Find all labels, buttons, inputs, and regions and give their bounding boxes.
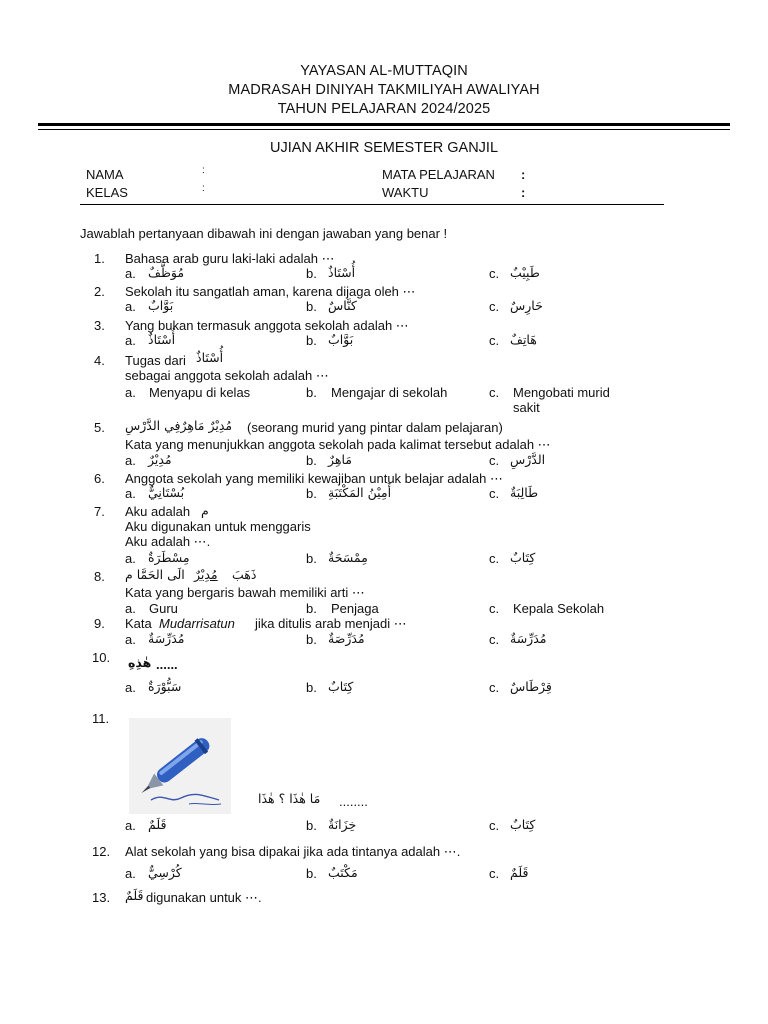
kelas-label: KELAS bbox=[86, 185, 128, 200]
q4-text-line2: sebagai anggota sekolah adalah ⋯ bbox=[125, 368, 329, 383]
q11-number: 11. bbox=[92, 711, 110, 726]
q4-number: 4. bbox=[94, 353, 105, 368]
pen-picture bbox=[129, 718, 231, 814]
q13-text-arabic: قَلَمٌ bbox=[125, 888, 144, 903]
q8-a-option: Guru bbox=[149, 601, 178, 616]
q2-b-option: كنَّاسٌ bbox=[328, 298, 357, 313]
q5-b-letter: b. bbox=[306, 453, 317, 468]
q9-c-letter: c. bbox=[489, 632, 500, 647]
q7-c-letter: c. bbox=[489, 551, 500, 566]
q3-c-option: هَاتِفٌ bbox=[510, 332, 537, 347]
q5-a-letter: a. bbox=[125, 453, 136, 468]
header-rule-thin bbox=[38, 129, 730, 130]
q7-a-letter: a. bbox=[125, 551, 136, 566]
q11-text-arabic: مَا هٰذَا ؟ هٰذَا bbox=[258, 791, 321, 806]
q7-a-option: مِسْطَرَةٌ bbox=[148, 550, 190, 565]
q5-c-letter: c. bbox=[489, 453, 500, 468]
q9-c-option: مُدَرِّسَةٌ bbox=[510, 631, 547, 646]
q3-a-option: أُسْتَاذٌ bbox=[148, 332, 176, 347]
q7-c-option: كِتَابٌ bbox=[510, 550, 536, 565]
q8-b-option: Penjaga bbox=[331, 601, 379, 616]
q9-a-letter: a. bbox=[125, 632, 136, 647]
q2-number: 2. bbox=[94, 284, 105, 299]
q11-c-letter: c. bbox=[489, 818, 500, 833]
q10-c-option: قِرْطَاسٌ bbox=[510, 679, 552, 694]
q1-a-option: مُوَظَّفٌ bbox=[148, 265, 185, 280]
q6-a-option: بُسْتَانِيٌّ bbox=[148, 485, 185, 500]
q1-a-letter: a. bbox=[125, 266, 136, 281]
q6-b-letter: b. bbox=[306, 486, 317, 501]
q8-sentence-start: ذَهَبَ bbox=[232, 567, 257, 582]
nama-colon: : bbox=[202, 165, 205, 176]
q1-b-option: أُسْتَاذٌ bbox=[328, 265, 356, 280]
q4-text-arabic: أُسْتَاذٌ bbox=[196, 350, 224, 365]
q6-text: Anggota sekolah yang memiliki kewajiban untuk belajar adalah ⋯ bbox=[125, 471, 503, 486]
q3-b-option: بَوَّابٌ bbox=[328, 332, 354, 347]
q1-c-option: طَبِيْبٌ bbox=[510, 265, 540, 280]
q5-text-line2: Kata yang menunjukkan anggota sekolah pada kalimat tersebut adalah ⋯ bbox=[125, 437, 551, 452]
q8-c-letter: c. bbox=[489, 601, 500, 616]
q5-b-option: مَاهِرٌ bbox=[328, 452, 352, 467]
q3-a-letter: a. bbox=[125, 333, 136, 348]
q1-b-letter: b. bbox=[306, 266, 317, 281]
q4-c-option-line1: Mengobati murid bbox=[513, 385, 610, 400]
blue-fountain-pen-icon bbox=[129, 718, 231, 814]
q9-a-option: مُدَرِّسَةٌ bbox=[148, 631, 185, 646]
header-rule-thick bbox=[38, 123, 730, 126]
q4-c-option-line2: sakit bbox=[513, 400, 540, 415]
q4-a-letter: a. bbox=[125, 385, 136, 400]
q12-b-option: مَكْتَبٌ bbox=[328, 865, 358, 880]
q6-a-letter: a. bbox=[125, 486, 136, 501]
q10-text-dots: ...... bbox=[156, 657, 178, 672]
q4-c-letter: c. bbox=[489, 385, 500, 400]
q5-text-translation: (seorang murid yang pintar dalam pelajaran) bbox=[247, 420, 503, 435]
q11-a-option: قَلَمٌ bbox=[148, 817, 167, 832]
q7-text-lead: Aku adalah bbox=[125, 504, 191, 519]
waktu-colon: : bbox=[521, 185, 526, 200]
q10-number: 10. bbox=[92, 650, 111, 665]
q11-c-option: كِتَابٌ bbox=[510, 817, 536, 832]
q5-number: 5. bbox=[94, 420, 105, 435]
q10-a-letter: a. bbox=[125, 680, 136, 695]
q1-text: Bahasa arab guru laki-laki adalah ⋯ bbox=[125, 251, 335, 266]
academic-year: TAHUN PELAJARAN 2024/2025 bbox=[277, 101, 491, 117]
exam-title: UJIAN AKHIR SEMESTER GANJIL bbox=[269, 140, 499, 156]
q4-a-option: Menyapu di kelas bbox=[149, 385, 251, 400]
q2-a-letter: a. bbox=[125, 299, 136, 314]
q4-b-letter: b. bbox=[306, 385, 317, 400]
q11-b-letter: b. bbox=[306, 818, 317, 833]
q1-number: 1. bbox=[94, 251, 105, 266]
q10-b-letter: b. bbox=[306, 680, 317, 695]
q7-text-line3: Aku adalah ⋯. bbox=[125, 534, 211, 549]
q8-number: 8. bbox=[94, 569, 105, 584]
q3-b-letter: b. bbox=[306, 333, 317, 348]
q10-a-option: سَبُّوْرَةٌ bbox=[148, 679, 182, 694]
q4-text-lead: Tugas dari bbox=[125, 353, 186, 368]
identity-rule bbox=[80, 204, 664, 205]
q1-c-letter: c. bbox=[489, 266, 500, 281]
q13-number: 13. bbox=[92, 890, 111, 905]
q10-c-letter: c. bbox=[489, 680, 500, 695]
nama-label: NAMA bbox=[86, 167, 124, 182]
q6-b-option: أَمِيْنُ المَكْتَبَةِ bbox=[328, 485, 392, 500]
q2-a-option: بَوَّابٌ bbox=[148, 298, 174, 313]
q9-text-lead: Kata bbox=[125, 616, 152, 631]
q12-text: Alat sekolah yang bisa dipakai jika ada tintanya adalah ⋯. bbox=[125, 844, 461, 859]
foundation-name: YAYASAN AL-MUTTAQIN bbox=[300, 63, 468, 79]
q12-number: 12. bbox=[92, 844, 111, 859]
q11-text-dots: ........ bbox=[339, 794, 368, 809]
q8-sentence-end: الَى الحَمَّا م bbox=[125, 567, 185, 582]
q12-a-letter: a. bbox=[125, 866, 136, 881]
school-name: MADRASAH DINIYAH TAKMILIYAH AWALIYAH bbox=[228, 82, 540, 98]
q5-c-option: الدَّرْسِ bbox=[510, 452, 546, 467]
q11-b-option: خِزَانَةٌ bbox=[328, 817, 357, 832]
q12-c-option: قَلَمٌ bbox=[510, 865, 529, 880]
q7-number: 7. bbox=[94, 504, 105, 519]
q2-c-option: حَارِسٌ bbox=[510, 298, 543, 313]
q5-a-option: مُدِيْرٌ bbox=[148, 452, 172, 467]
q8-text-line2: Kata yang bergaris bawah memiliki arti ⋯ bbox=[125, 585, 365, 600]
q9-b-letter: b. bbox=[306, 632, 317, 647]
q6-c-letter: c. bbox=[489, 486, 500, 501]
instruction: Jawablah pertanyaan dibawah ini dengan jawaban yang benar ! bbox=[80, 226, 448, 241]
q12-a-option: كُرْسِيٌّ bbox=[148, 865, 182, 880]
q5-text-arabic: مُدِيْرٌ مَاهِرٌفِي الدَّرْسِ bbox=[125, 418, 233, 433]
q4-b-option: Mengajar di sekolah bbox=[331, 385, 448, 400]
q10-b-option: كِتَابٌ bbox=[328, 679, 354, 694]
q3-number: 3. bbox=[94, 318, 105, 333]
q8-c-option: Kepala Sekolah bbox=[513, 601, 605, 616]
mapel-label: MATA PELAJARAN bbox=[382, 167, 495, 182]
q6-number: 6. bbox=[94, 471, 105, 486]
q7-b-option: مِمْسَحَةٌ bbox=[328, 550, 368, 565]
waktu-label: WAKTU bbox=[382, 185, 429, 200]
q9-b-option: مُدَرِّصَةٌ bbox=[328, 631, 365, 646]
q12-b-letter: b. bbox=[306, 866, 317, 881]
mapel-colon: : bbox=[521, 167, 526, 182]
kelas-colon: : bbox=[202, 183, 205, 194]
q8-b-letter: b. bbox=[306, 601, 317, 616]
q10-text-arabic: هٰذِهِ bbox=[128, 655, 152, 670]
q9-text-italic: Mudarrisatun bbox=[159, 616, 235, 631]
q12-c-letter: c. bbox=[489, 866, 500, 881]
q13-text-rest: digunakan untuk ⋯. bbox=[146, 890, 262, 905]
q11-a-letter: a. bbox=[125, 818, 136, 833]
q3-text: Yang bukan termasuk anggota sekolah adalah ⋯ bbox=[125, 318, 409, 333]
q7-text-line2: Aku digunakan untuk menggaris bbox=[125, 519, 311, 534]
q2-b-letter: b. bbox=[306, 299, 317, 314]
q7-text-arabic: م bbox=[201, 503, 209, 518]
q8-a-letter: a. bbox=[125, 601, 136, 616]
q7-b-letter: b. bbox=[306, 551, 317, 566]
q9-text-rest: jika ditulis arab menjadi ⋯ bbox=[255, 616, 407, 631]
q6-c-option: طَالِبَةٌ bbox=[510, 485, 539, 500]
q2-text: Sekolah itu sangatlah aman, karena dijaga oleh ⋯ bbox=[125, 284, 416, 299]
q9-number: 9. bbox=[94, 616, 105, 631]
q2-c-letter: c. bbox=[489, 299, 500, 314]
q8-underlined-word: مُدِيْرٌ bbox=[194, 567, 218, 582]
q3-c-letter: c. bbox=[489, 333, 500, 348]
